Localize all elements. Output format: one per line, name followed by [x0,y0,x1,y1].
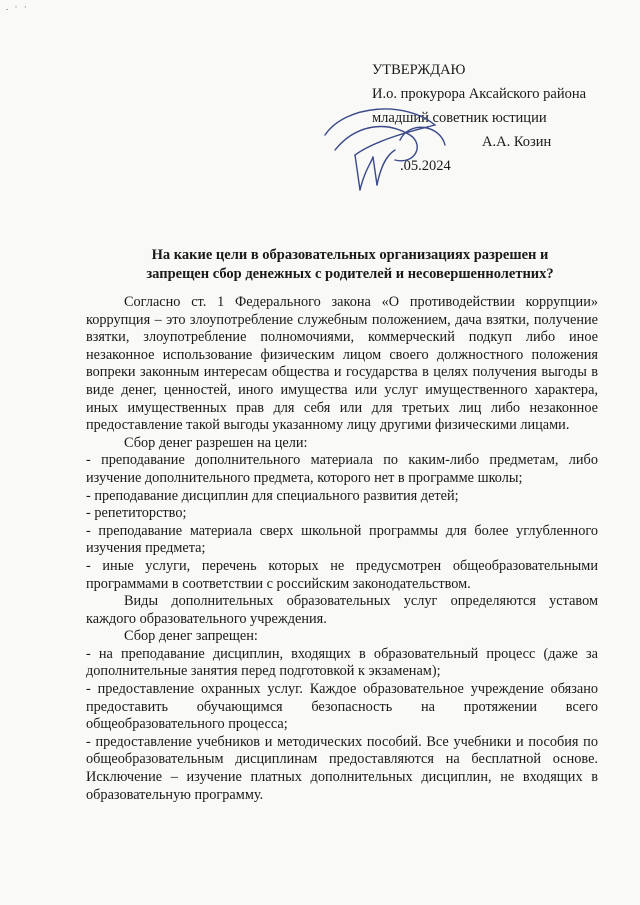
approval-name: А.А. Козин [482,134,552,150]
allowed-item: - репетиторство; [86,505,187,522]
title-line-2: запрещен сбор денежных с родителей и несовершеннолетних? [146,266,554,282]
allowed-item: - иные услуги, перечень которых не предусмотрен общеобразовательными программами в соответствии с российским законодательством. [86,557,598,592]
signature-icon [315,95,455,195]
forbidden-item: - на преподавание дисциплин, входящих в образовательный процесс (даже за дополнительные занятия перед подготовкой к экзаменам); [86,645,598,680]
approval-position: И.о. прокурора Аксайского района [372,86,587,102]
document-title [90,246,610,284]
intro-paragraph: Согласно ст. 1 Федерального закона «О противодействии коррупции» коррупция – это злоупотребление служебным положением, дача взятки, получение взятки, злоупотребление полномочиями, коммерческий подкуп либо иное незаконное использование физическим лицом своего должностного положения вопреки законным интересам общества и государства в целях получения выгоды в виде денег, ценностей, иного имущества или услуг имущественного характера, иных имущественных прав для себя или для третьих лиц либо незаконное предоставление такой выгоды указанному лицу другими физическими лицами. [86,294,598,434]
allowed-item: - преподавание дополнительного материала по каким-либо предметам, либо изучение дополнительного предмета, которого нет в программе школы; [86,452,598,486]
services-note: Виды дополнительных образовательных услуг определяются уставом каждого образовательного учреждения. [86,593,598,627]
approval-heading: УТВЕРЖДАЮ [372,62,466,78]
forbidden-item: - предоставление учебников и методических пособий. Все учебники и пособия по общеобразовательным дисциплинам предоставляются на бесплатной основе. Исключение – изучение платных дополнительных дисциплин, не входящих в образовательную программу. [86,733,598,803]
allowed-item: - преподавание дисциплин для специального развития детей; [86,487,459,504]
document-body [86,294,598,804]
title-line-1: На какие цели в образовательных организациях разрешен и [151,247,549,263]
allowed-heading: Сбор денег разрешен на цели: [124,434,308,451]
forbidden-heading: Сбор денег запрещен: [124,628,258,645]
forbidden-item: - предоставление охранных услуг. Каждое образовательное учреждение обязано предоставить обучающимся безопасность на протяжении всего общеобразовательного процесса; [86,681,598,733]
approval-date: .05.2024 [400,158,451,174]
approval-rank: младший советник юстиции [372,110,547,126]
scan-marks: . · · [6,2,29,12]
allowed-item: - преподавание материала сверх школьной программы для более углубленного изучения предмета; [86,522,598,557]
